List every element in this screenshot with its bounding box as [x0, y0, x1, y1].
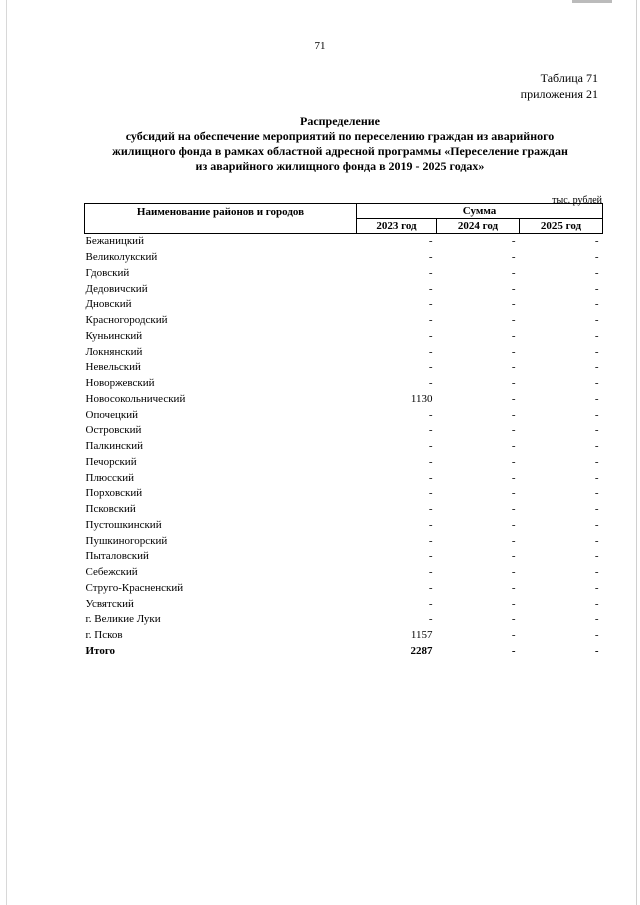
value-2023: 2287	[410, 644, 433, 657]
table-row	[85, 281, 603, 297]
value-2024: -	[511, 408, 516, 421]
table-reference	[521, 70, 598, 102]
value-2025: -	[594, 298, 599, 311]
district-name: Плюсский	[85, 471, 135, 484]
table-row	[85, 297, 603, 313]
value-2024: -	[511, 377, 516, 390]
value-2024: -	[511, 251, 516, 264]
value-2023: -	[428, 408, 433, 421]
scan-mark	[572, 0, 612, 3]
district-name: Островский	[85, 424, 142, 437]
table-row	[85, 612, 603, 628]
value-2023: -	[428, 581, 433, 594]
subsidy-table	[84, 203, 603, 659]
value-2023: -	[428, 329, 433, 342]
header-year-2023: 2023 год	[357, 219, 437, 234]
district-name: г. Великие Луки	[85, 613, 161, 626]
value-2025: -	[594, 471, 599, 484]
title-line-2: субсидий на обеспечение мероприятий по переселению граждан из аварийного	[125, 129, 555, 143]
value-2025: -	[594, 424, 599, 437]
value-2025: -	[594, 377, 599, 390]
total-row	[85, 644, 603, 660]
value-2024: -	[511, 566, 516, 579]
value-2023: -	[428, 455, 433, 468]
table-row	[85, 581, 603, 597]
value-2025: -	[594, 487, 599, 500]
district-name: Струго-Красненский	[85, 581, 184, 594]
header-year-2025: 2025 год	[520, 219, 603, 234]
table-row	[85, 407, 603, 423]
value-2024: -	[511, 597, 516, 610]
district-name: Палкинский	[85, 440, 144, 453]
district-name: Усвятский	[85, 597, 134, 610]
table-row	[85, 486, 603, 502]
value-2023: -	[428, 266, 433, 279]
value-2024: -	[511, 518, 516, 531]
table-row	[85, 596, 603, 612]
district-name: Печорский	[85, 455, 137, 468]
value-2025: -	[594, 566, 599, 579]
value-2023: -	[428, 613, 433, 626]
table-row	[85, 266, 603, 282]
value-2025: -	[594, 251, 599, 264]
scan-edge-left	[6, 0, 7, 905]
value-2025: -	[594, 613, 599, 626]
value-2024: -	[511, 550, 516, 563]
value-2025: -	[594, 518, 599, 531]
value-2024: -	[511, 392, 516, 405]
value-2025: -	[594, 534, 599, 547]
value-2024: -	[511, 314, 516, 327]
value-2025: -	[594, 314, 599, 327]
value-2023: -	[428, 298, 433, 311]
district-name: Гдовский	[85, 266, 130, 279]
table-row	[85, 549, 603, 565]
table-ref-line-1: Таблица 71	[540, 71, 598, 85]
page-number: 71	[314, 40, 326, 52]
district-name: Локнянский	[85, 345, 143, 358]
district-name: Новоржевский	[85, 377, 155, 390]
district-name: Куньинский	[85, 329, 143, 342]
value-2024: -	[511, 266, 516, 279]
value-2025: -	[594, 235, 599, 248]
table-row	[85, 533, 603, 549]
value-2024: -	[511, 503, 516, 516]
district-name: Себежский	[85, 566, 138, 579]
table-row	[85, 392, 603, 408]
table-body	[85, 234, 603, 660]
value-2023: -	[428, 503, 433, 516]
value-2023: 1157	[410, 629, 433, 642]
district-name: Псковский	[85, 503, 136, 516]
table-row	[85, 502, 603, 518]
district-name: Пушкиногорский	[85, 534, 168, 547]
value-2024: -	[511, 345, 516, 358]
district-name: г. Псков	[85, 629, 123, 642]
table-row	[85, 250, 603, 266]
value-2025: -	[594, 581, 599, 594]
value-2025: -	[594, 329, 599, 342]
district-name: Невельский	[85, 361, 141, 374]
scan-edge-right	[636, 0, 637, 905]
value-2025: -	[594, 345, 599, 358]
value-2025: -	[594, 440, 599, 453]
district-name: Бежаницкий	[85, 235, 144, 248]
district-name: Новосокольнический	[85, 392, 186, 405]
value-2024: -	[511, 581, 516, 594]
district-name: Опочецкий	[85, 408, 138, 421]
value-2024: -	[511, 424, 516, 437]
value-2024: -	[511, 329, 516, 342]
table-row	[85, 360, 603, 376]
district-name: Порховский	[85, 487, 143, 500]
value-2024: -	[511, 235, 516, 248]
value-2025: -	[594, 408, 599, 421]
district-name: Пыталовский	[85, 550, 149, 563]
value-2025: -	[594, 644, 599, 657]
table-row	[85, 470, 603, 486]
title-line-1: Распределение	[299, 114, 381, 128]
value-2025: -	[594, 392, 599, 405]
value-2025: -	[594, 629, 599, 642]
value-2023: -	[428, 282, 433, 295]
value-2025: -	[594, 361, 599, 374]
title-line-3: жилищного фонда в рамках областной адресной программы «Переселение граждан	[112, 144, 568, 158]
value-2023: -	[428, 471, 433, 484]
value-2023: -	[428, 550, 433, 563]
district-name: Пустошкинский	[85, 518, 162, 531]
table-row	[85, 329, 603, 345]
value-2023: 1130	[410, 392, 433, 405]
value-2023: -	[428, 424, 433, 437]
table-row	[85, 234, 603, 250]
district-name: Дновский	[85, 298, 132, 311]
value-2025: -	[594, 503, 599, 516]
header-sum: Сумма	[357, 204, 603, 219]
district-name: Великолукский	[85, 251, 158, 264]
district-name: Итого	[85, 644, 116, 657]
district-name: Красногородский	[85, 314, 168, 327]
header-row-1	[85, 204, 603, 219]
units-label: тыс. рублей	[552, 195, 602, 206]
header-name: Наименование районов и городов	[85, 204, 357, 234]
value-2024: -	[511, 455, 516, 468]
value-2023: -	[428, 597, 433, 610]
value-2024: -	[511, 644, 516, 657]
value-2024: -	[511, 613, 516, 626]
value-2024: -	[511, 440, 516, 453]
table-row	[85, 376, 603, 392]
district-name: Дедовичский	[85, 282, 148, 295]
value-2024: -	[511, 361, 516, 374]
value-2024: -	[511, 629, 516, 642]
table-row	[85, 628, 603, 644]
value-2024: -	[511, 487, 516, 500]
table-row	[85, 439, 603, 455]
value-2025: -	[594, 455, 599, 468]
value-2023: -	[428, 566, 433, 579]
value-2024: -	[511, 534, 516, 547]
value-2024: -	[511, 298, 516, 311]
value-2025: -	[594, 597, 599, 610]
value-2023: -	[428, 251, 433, 264]
value-2025: -	[594, 266, 599, 279]
table-row	[85, 565, 603, 581]
table-row	[85, 344, 603, 360]
value-2023: -	[428, 518, 433, 531]
document-title	[60, 114, 620, 174]
table-ref-line-2: приложения 21	[520, 87, 598, 101]
value-2024: -	[511, 471, 516, 484]
value-2023: -	[428, 314, 433, 327]
value-2024: -	[511, 282, 516, 295]
value-2023: -	[428, 235, 433, 248]
header-year-2024: 2024 год	[437, 219, 520, 234]
value-2023: -	[428, 440, 433, 453]
table-row	[85, 518, 603, 534]
table-row	[85, 313, 603, 329]
table-row	[85, 455, 603, 471]
value-2025: -	[594, 550, 599, 563]
value-2023: -	[428, 345, 433, 358]
value-2023: -	[428, 377, 433, 390]
value-2023: -	[428, 487, 433, 500]
title-line-4: из аварийного жилищного фонда в 2019 - 2025 годах»	[195, 159, 485, 173]
table-row	[85, 423, 603, 439]
value-2023: -	[428, 361, 433, 374]
value-2023: -	[428, 534, 433, 547]
value-2025: -	[594, 282, 599, 295]
